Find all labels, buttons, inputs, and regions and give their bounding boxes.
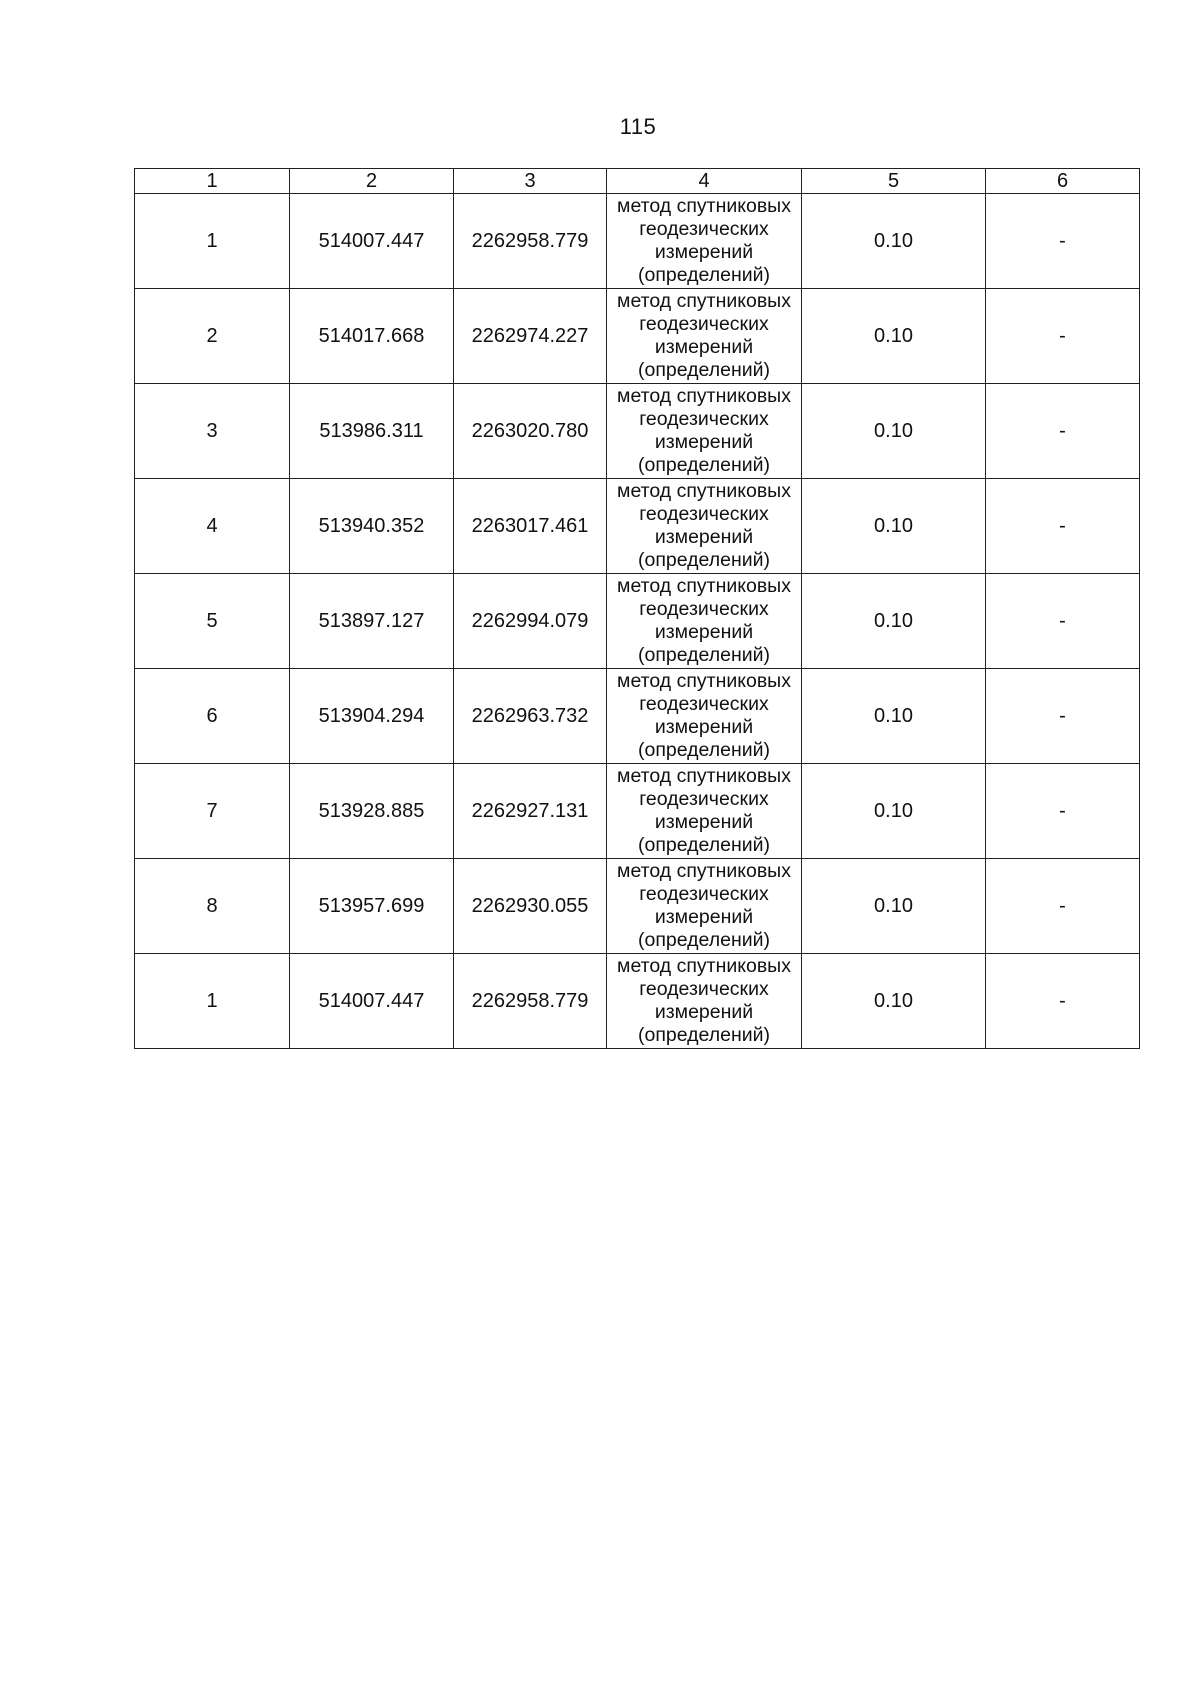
table-row	[135, 574, 1140, 669]
y-coordinate-cell: 2262958.779	[454, 954, 607, 1049]
point-number-cell: 1	[135, 954, 290, 1049]
table-row	[135, 954, 1140, 1049]
note-cell: -	[986, 194, 1140, 289]
point-number-cell: 1	[135, 194, 290, 289]
x-coordinate-cell: 513986.311	[290, 384, 454, 479]
table-row	[135, 764, 1140, 859]
y-coordinate-cell: 2262930.055	[454, 859, 607, 954]
note-cell: -	[986, 384, 1140, 479]
table-row	[135, 289, 1140, 384]
method-cell: метод спутниковых геодезических измерений (определений)	[607, 574, 802, 669]
note-cell: -	[986, 954, 1140, 1049]
column-header: 6	[986, 169, 1140, 194]
page-number: 115	[619, 114, 657, 139]
x-coordinate-cell: 513897.127	[290, 574, 454, 669]
note-cell: -	[986, 574, 1140, 669]
x-coordinate-cell: 514007.447	[290, 194, 454, 289]
accuracy-cell: 0.10	[802, 384, 986, 479]
note-cell: -	[986, 289, 1140, 384]
column-header: 2	[290, 169, 454, 194]
x-coordinate-cell: 513904.294	[290, 669, 454, 764]
header-row	[135, 169, 1140, 194]
table-row	[135, 859, 1140, 954]
x-coordinate-cell: 513957.699	[290, 859, 454, 954]
accuracy-cell: 0.10	[802, 669, 986, 764]
x-coordinate-cell: 513940.352	[290, 479, 454, 574]
y-coordinate-cell: 2262994.079	[454, 574, 607, 669]
accuracy-cell: 0.10	[802, 859, 986, 954]
accuracy-cell: 0.10	[802, 194, 986, 289]
method-cell: метод спутниковых геодезических измерений (определений)	[607, 479, 802, 574]
method-cell: метод спутниковых геодезических измерений (определений)	[607, 384, 802, 479]
y-coordinate-cell: 2263017.461	[454, 479, 607, 574]
accuracy-cell: 0.10	[802, 479, 986, 574]
table-body	[135, 194, 1140, 1049]
x-coordinate-cell: 513928.885	[290, 764, 454, 859]
accuracy-cell: 0.10	[802, 289, 986, 384]
method-cell: метод спутниковых геодезических измерений (определений)	[607, 764, 802, 859]
point-number-cell: 2	[135, 289, 290, 384]
point-number-cell: 8	[135, 859, 290, 954]
point-number-cell: 5	[135, 574, 290, 669]
accuracy-cell: 0.10	[802, 954, 986, 1049]
note-cell: -	[986, 764, 1140, 859]
method-cell: метод спутниковых геодезических измерений (определений)	[607, 669, 802, 764]
column-header: 4	[607, 169, 802, 194]
method-cell: метод спутниковых геодезических измерений (определений)	[607, 859, 802, 954]
method-cell: метод спутниковых геодезических измерений (определений)	[607, 954, 802, 1049]
accuracy-cell: 0.10	[802, 574, 986, 669]
y-coordinate-cell: 2263020.780	[454, 384, 607, 479]
column-header: 1	[135, 169, 290, 194]
coordinates-table	[134, 168, 1140, 1049]
x-coordinate-cell: 514017.668	[290, 289, 454, 384]
table-row	[135, 479, 1140, 574]
method-cell: метод спутниковых геодезических измерений (определений)	[607, 289, 802, 384]
y-coordinate-cell: 2262927.131	[454, 764, 607, 859]
column-header: 3	[454, 169, 607, 194]
y-coordinate-cell: 2262963.732	[454, 669, 607, 764]
table-row	[135, 669, 1140, 764]
note-cell: -	[986, 479, 1140, 574]
accuracy-cell: 0.10	[802, 764, 986, 859]
y-coordinate-cell: 2262974.227	[454, 289, 607, 384]
y-coordinate-cell: 2262958.779	[454, 194, 607, 289]
x-coordinate-cell: 514007.447	[290, 954, 454, 1049]
point-number-cell: 7	[135, 764, 290, 859]
table-row	[135, 384, 1140, 479]
point-number-cell: 4	[135, 479, 290, 574]
note-cell: -	[986, 669, 1140, 764]
table-row	[135, 194, 1140, 289]
point-number-cell: 3	[135, 384, 290, 479]
point-number-cell: 6	[135, 669, 290, 764]
column-header: 5	[802, 169, 986, 194]
note-cell: -	[986, 859, 1140, 954]
method-cell: метод спутниковых геодезических измерений (определений)	[607, 194, 802, 289]
table-header	[135, 169, 1140, 194]
